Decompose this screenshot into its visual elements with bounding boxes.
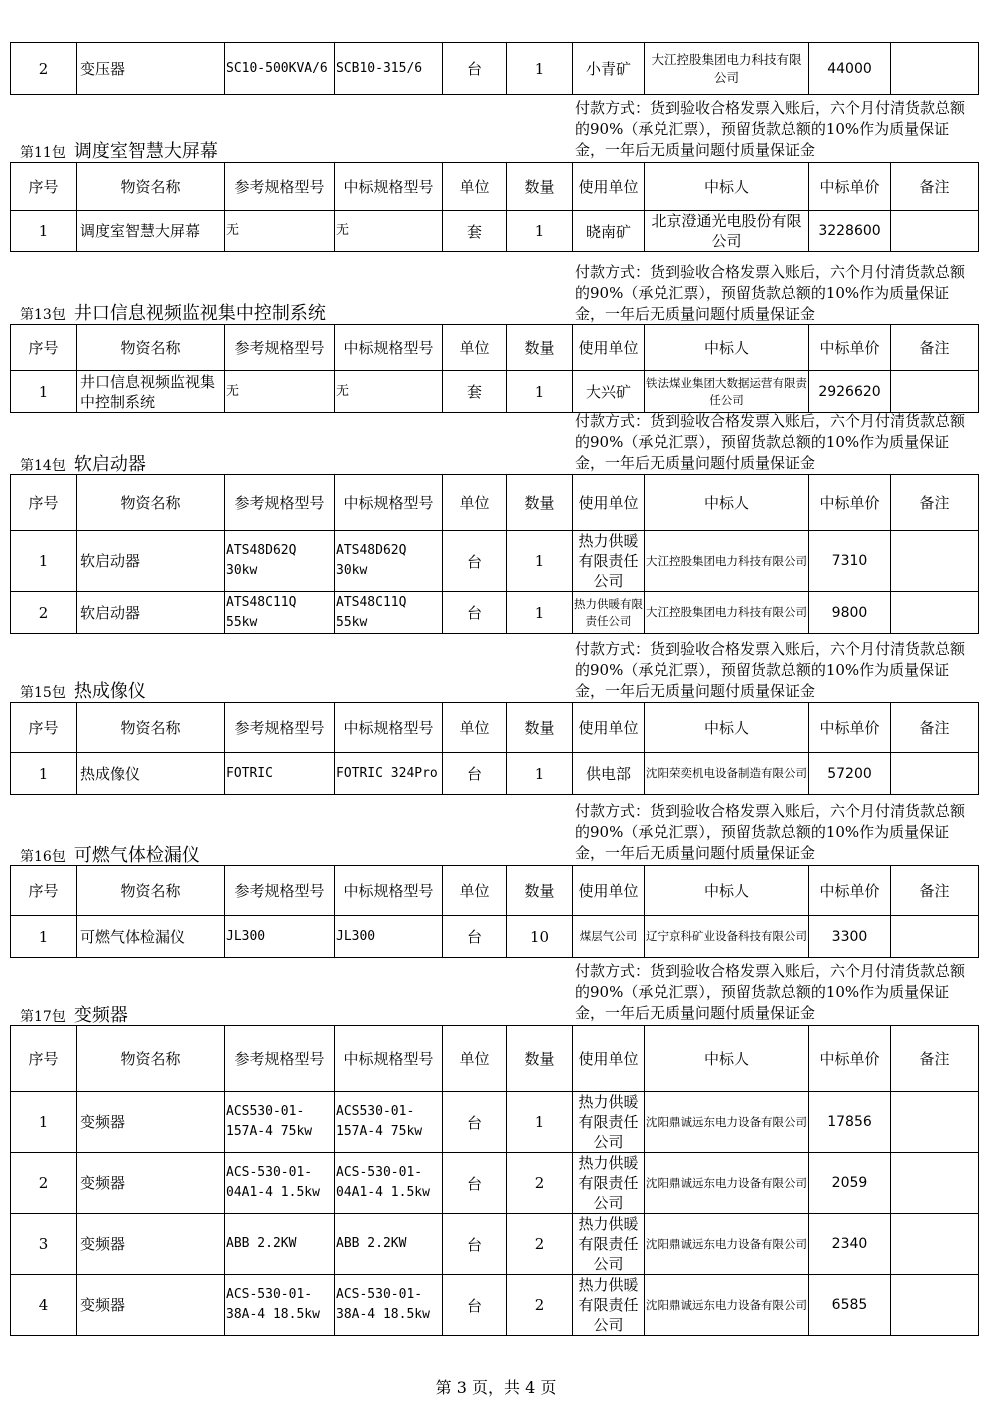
cell-ref: ACS-530-01-04A1-4 1.5kw bbox=[225, 1153, 335, 1214]
cell-user: 小青矿 bbox=[573, 43, 645, 95]
cell-note bbox=[891, 531, 979, 592]
column-header: 中标规格型号 bbox=[335, 866, 443, 916]
column-header: 参考规格型号 bbox=[225, 866, 335, 916]
column-header: 数量 bbox=[507, 163, 573, 211]
cell-note bbox=[891, 1153, 979, 1214]
package-title bbox=[20, 450, 146, 476]
column-header: 单位 bbox=[443, 703, 507, 753]
package-name: 变频器 bbox=[73, 1005, 128, 1026]
column-header: 单位 bbox=[443, 866, 507, 916]
cell-ref: 无 bbox=[225, 211, 335, 252]
payment-terms: 付款方式：货到验收合格发票入账后，六个月付清货款总额的90%（承兑汇票），预留货款总额的10%作为质量保证金，一年后无质量问题付质量保证金 bbox=[575, 962, 966, 1022]
column-header: 数量 bbox=[507, 325, 573, 371]
table-row bbox=[11, 1092, 979, 1153]
column-header: 参考规格型号 bbox=[225, 475, 335, 531]
column-header: 物资名称 bbox=[77, 703, 225, 753]
table-header-row bbox=[11, 163, 979, 211]
package-title bbox=[20, 137, 218, 163]
cell-user: 供电部 bbox=[573, 753, 645, 795]
cell-bid: ACS-530-01-38A-4 18.5kw bbox=[335, 1275, 443, 1336]
cell-no: 2 bbox=[11, 592, 77, 634]
column-header: 备注 bbox=[891, 475, 979, 531]
table-row bbox=[11, 43, 979, 95]
column-header: 数量 bbox=[507, 475, 573, 531]
cell-winner: 大江控股集团电力科技有限公司 bbox=[645, 531, 809, 592]
column-header: 单位 bbox=[443, 325, 507, 371]
cell-user: 热力供暖有限责任公司 bbox=[573, 1153, 645, 1214]
package-title bbox=[20, 299, 326, 325]
cell-unit: 台 bbox=[443, 1214, 507, 1275]
cell-user: 热力供暖有限责任公司 bbox=[573, 1275, 645, 1336]
cell-no: 4 bbox=[11, 1275, 77, 1336]
column-header: 使用单位 bbox=[573, 866, 645, 916]
cell-user: 大兴矿 bbox=[573, 371, 645, 413]
cell-qty: 10 bbox=[507, 916, 573, 958]
cell-name: 变压器 bbox=[77, 43, 225, 95]
cell-ref: ATS48D62Q 30kw bbox=[225, 531, 335, 592]
package-name: 软启动器 bbox=[73, 454, 146, 475]
cell-note bbox=[891, 211, 979, 252]
cell-note bbox=[891, 1214, 979, 1275]
cell-name: 变频器 bbox=[77, 1214, 225, 1275]
column-header: 物资名称 bbox=[77, 163, 225, 211]
cell-price: 9800 bbox=[809, 592, 891, 634]
column-header: 使用单位 bbox=[573, 475, 645, 531]
cell-qty: 1 bbox=[507, 43, 573, 95]
cell-no: 3 bbox=[11, 1214, 77, 1275]
column-header: 使用单位 bbox=[573, 703, 645, 753]
cell-winner: 沈阳鼎诚远东电力设备有限公司 bbox=[645, 1275, 809, 1336]
cell-note bbox=[891, 916, 979, 958]
package-table bbox=[10, 324, 979, 413]
cell-winner: 大江控股集团电力科技有限公司 bbox=[645, 592, 809, 634]
package-table bbox=[10, 162, 979, 252]
cell-bid: ATS48D62Q 30kw bbox=[335, 531, 443, 592]
column-header: 中标人 bbox=[645, 1026, 809, 1092]
column-header: 序号 bbox=[11, 163, 77, 211]
cell-ref: FOTRIC bbox=[225, 753, 335, 795]
cell-no: 2 bbox=[11, 43, 77, 95]
package-number: 第17包 bbox=[20, 1009, 66, 1025]
package-table bbox=[10, 1025, 979, 1336]
cell-price: 6585 bbox=[809, 1275, 891, 1336]
cell-name: 变频器 bbox=[77, 1092, 225, 1153]
cell-user: 晓南矿 bbox=[573, 211, 645, 252]
package-name: 可燃气体检漏仪 bbox=[73, 845, 200, 866]
column-header: 中标规格型号 bbox=[335, 163, 443, 211]
payment-terms: 付款方式：货到验收合格发票入账后，六个月付清货款总额的90%（承兑汇票），预留货款总额的10%作为质量保证金，一年后无质量问题付质量保证金 bbox=[575, 802, 966, 862]
package-name: 井口信息视频监视集中控制系统 bbox=[73, 303, 326, 324]
table-header-row bbox=[11, 703, 979, 753]
cell-user: 热力供暖有限责任公司 bbox=[573, 1214, 645, 1275]
column-header: 备注 bbox=[891, 866, 979, 916]
cell-ref: 无 bbox=[225, 371, 335, 413]
cell-bid: ATS48C11Q 55kw bbox=[335, 592, 443, 634]
column-header: 参考规格型号 bbox=[225, 703, 335, 753]
cell-name: 热成像仪 bbox=[77, 753, 225, 795]
cell-no: 1 bbox=[11, 371, 77, 413]
table-header-row bbox=[11, 866, 979, 916]
column-header: 中标规格型号 bbox=[335, 703, 443, 753]
payment-terms: 付款方式：货到验收合格发票入账后，六个月付清货款总额的90%（承兑汇票），预留货款总额的10%作为质量保证金，一年后无质量问题付质量保证金 bbox=[575, 640, 966, 700]
cell-name: 可燃气体检漏仪 bbox=[77, 916, 225, 958]
table-row bbox=[11, 592, 979, 634]
cell-note bbox=[891, 371, 979, 413]
package-number: 第13包 bbox=[20, 307, 66, 323]
column-header: 备注 bbox=[891, 703, 979, 753]
cell-ref: ATS48C11Q 55kw bbox=[225, 592, 335, 634]
payment-terms: 付款方式：货到验收合格发票入账后，六个月付清货款总额的90%（承兑汇票），预留货款总额的10%作为质量保证金，一年后无质量问题付质量保证金 bbox=[575, 412, 966, 472]
cell-user: 热力供暖有限责任公司 bbox=[573, 1092, 645, 1153]
package-number: 第11包 bbox=[20, 145, 66, 161]
cell-winner: 辽宁京科矿业设备科技有限公司 bbox=[645, 916, 809, 958]
table-row bbox=[11, 1214, 979, 1275]
cell-price: 2926620 bbox=[809, 371, 891, 413]
table-header-row bbox=[11, 475, 979, 531]
column-header: 数量 bbox=[507, 703, 573, 753]
package-title bbox=[20, 841, 200, 867]
cell-price: 17856 bbox=[809, 1092, 891, 1153]
table-row bbox=[11, 753, 979, 795]
cell-name: 井口信息视频监视集中控制系统 bbox=[77, 371, 225, 413]
column-header: 备注 bbox=[891, 1026, 979, 1092]
cell-qty: 2 bbox=[507, 1275, 573, 1336]
cell-qty: 1 bbox=[507, 371, 573, 413]
cell-name: 调度室智慧大屏幕 bbox=[77, 211, 225, 252]
cell-unit: 台 bbox=[443, 916, 507, 958]
column-header: 参考规格型号 bbox=[225, 1026, 335, 1092]
column-header: 备注 bbox=[891, 325, 979, 371]
package-title bbox=[20, 677, 146, 703]
column-header: 中标单价 bbox=[809, 475, 891, 531]
payment-terms: 付款方式：货到验收合格发票入账后，六个月付清货款总额的90%（承兑汇票），预留货款总额的10%作为质量保证金，一年后无质量问题付质量保证金 bbox=[575, 99, 966, 159]
column-header: 物资名称 bbox=[77, 325, 225, 371]
cell-name: 软启动器 bbox=[77, 531, 225, 592]
cell-qty: 2 bbox=[507, 1153, 573, 1214]
cell-winner: 沈阳鼎诚远东电力设备有限公司 bbox=[645, 1214, 809, 1275]
cell-price: 7310 bbox=[809, 531, 891, 592]
column-header: 单位 bbox=[443, 1026, 507, 1092]
column-header: 中标规格型号 bbox=[335, 1026, 443, 1092]
column-header: 中标人 bbox=[645, 866, 809, 916]
cell-winner: 北京澄通光电股份有限公司 bbox=[645, 211, 809, 252]
table-row bbox=[11, 531, 979, 592]
package-name: 热成像仪 bbox=[73, 681, 146, 702]
cell-ref: SC10-500KVA/6 bbox=[225, 43, 335, 95]
cell-winner: 铁法煤业集团大数据运营有限责任公司 bbox=[645, 371, 809, 413]
package-name: 调度室智慧大屏幕 bbox=[73, 141, 218, 162]
cell-unit: 套 bbox=[443, 371, 507, 413]
column-header: 物资名称 bbox=[77, 1026, 225, 1092]
cell-user: 热力供暖有限责任公司 bbox=[573, 531, 645, 592]
column-header: 序号 bbox=[11, 1026, 77, 1092]
column-header: 中标人 bbox=[645, 703, 809, 753]
cell-unit: 台 bbox=[443, 531, 507, 592]
table-prev-package bbox=[10, 42, 979, 95]
cell-bid: 无 bbox=[335, 211, 443, 252]
cell-user: 热力供暖有限责任公司 bbox=[573, 592, 645, 634]
cell-unit: 台 bbox=[443, 1092, 507, 1153]
cell-name: 软启动器 bbox=[77, 592, 225, 634]
package-table bbox=[10, 865, 979, 958]
cell-qty: 1 bbox=[507, 1092, 573, 1153]
column-header: 中标单价 bbox=[809, 325, 891, 371]
cell-unit: 台 bbox=[443, 753, 507, 795]
column-header: 中标人 bbox=[645, 475, 809, 531]
cell-price: 3300 bbox=[809, 916, 891, 958]
cell-price: 2340 bbox=[809, 1214, 891, 1275]
table-row bbox=[11, 211, 979, 252]
cell-no: 1 bbox=[11, 753, 77, 795]
cell-bid: JL300 bbox=[335, 916, 443, 958]
cell-qty: 1 bbox=[507, 211, 573, 252]
cell-bid: ACS530-01-157A-4 75kw bbox=[335, 1092, 443, 1153]
column-header: 序号 bbox=[11, 475, 77, 531]
cell-bid: SCB10-315/6 bbox=[335, 43, 443, 95]
cell-no: 1 bbox=[11, 916, 77, 958]
column-header: 中标规格型号 bbox=[335, 325, 443, 371]
cell-note bbox=[891, 1275, 979, 1336]
column-header: 数量 bbox=[507, 1026, 573, 1092]
column-header: 单位 bbox=[443, 475, 507, 531]
package-number: 第15包 bbox=[20, 685, 66, 701]
cell-bid: 无 bbox=[335, 371, 443, 413]
cell-bid: ACS-530-01-04A1-4 1.5kw bbox=[335, 1153, 443, 1214]
package-number: 第14包 bbox=[20, 458, 66, 474]
cell-price: 44000 bbox=[809, 43, 891, 95]
cell-ref: ACS530-01-157A-4 75kw bbox=[225, 1092, 335, 1153]
column-header: 中标人 bbox=[645, 163, 809, 211]
cell-winner: 沈阳鼎诚远东电力设备有限公司 bbox=[645, 1092, 809, 1153]
cell-qty: 1 bbox=[507, 753, 573, 795]
package-table bbox=[10, 702, 979, 795]
cell-user: 煤层气公司 bbox=[573, 916, 645, 958]
cell-winner: 沈阳鼎诚远东电力设备有限公司 bbox=[645, 1153, 809, 1214]
column-header: 使用单位 bbox=[573, 1026, 645, 1092]
table-row bbox=[11, 916, 979, 958]
cell-price: 2059 bbox=[809, 1153, 891, 1214]
column-header: 物资名称 bbox=[77, 475, 225, 531]
column-header: 参考规格型号 bbox=[225, 325, 335, 371]
cell-unit: 台 bbox=[443, 1275, 507, 1336]
column-header: 物资名称 bbox=[77, 866, 225, 916]
column-header: 中标单价 bbox=[809, 866, 891, 916]
cell-no: 2 bbox=[11, 1153, 77, 1214]
table-header-row bbox=[11, 1026, 979, 1092]
cell-note bbox=[891, 592, 979, 634]
package-number: 第16包 bbox=[20, 849, 66, 865]
package-table bbox=[10, 474, 979, 634]
column-header: 序号 bbox=[11, 866, 77, 916]
package-title bbox=[20, 1001, 128, 1027]
cell-note bbox=[891, 1092, 979, 1153]
column-header: 参考规格型号 bbox=[225, 163, 335, 211]
cell-price: 3228600 bbox=[809, 211, 891, 252]
cell-unit: 台 bbox=[443, 1153, 507, 1214]
column-header: 中标人 bbox=[645, 325, 809, 371]
table-row bbox=[11, 1153, 979, 1214]
cell-ref: JL300 bbox=[225, 916, 335, 958]
table-header-row bbox=[11, 325, 979, 371]
cell-no: 1 bbox=[11, 531, 77, 592]
cell-name: 变频器 bbox=[77, 1153, 225, 1214]
cell-no: 1 bbox=[11, 211, 77, 252]
cell-winner: 沈阳荣奕机电设备制造有限公司 bbox=[645, 753, 809, 795]
cell-unit: 台 bbox=[443, 592, 507, 634]
column-header: 数量 bbox=[507, 866, 573, 916]
cell-unit: 台 bbox=[443, 43, 507, 95]
column-header: 序号 bbox=[11, 325, 77, 371]
cell-ref: ACS-530-01-38A-4 18.5kw bbox=[225, 1275, 335, 1336]
table-row bbox=[11, 371, 979, 413]
cell-bid: ABB 2.2KW bbox=[335, 1214, 443, 1275]
cell-bid: FOTRIC 324Pro bbox=[335, 753, 443, 795]
column-header: 单位 bbox=[443, 163, 507, 211]
column-header: 序号 bbox=[11, 703, 77, 753]
cell-price: 57200 bbox=[809, 753, 891, 795]
cell-name: 变频器 bbox=[77, 1275, 225, 1336]
cell-note bbox=[891, 43, 979, 95]
cell-qty: 2 bbox=[507, 1214, 573, 1275]
payment-terms: 付款方式：货到验收合格发票入账后，六个月付清货款总额的90%（承兑汇票），预留货款总额的10%作为质量保证金，一年后无质量问题付质量保证金 bbox=[575, 263, 966, 323]
column-header: 备注 bbox=[891, 163, 979, 211]
page-footer: 第 3 页，共 4 页 bbox=[435, 1378, 557, 1397]
cell-ref: ABB 2.2KW bbox=[225, 1214, 335, 1275]
table-row bbox=[11, 1275, 979, 1336]
column-header: 使用单位 bbox=[573, 163, 645, 211]
cell-qty: 1 bbox=[507, 531, 573, 592]
cell-qty: 1 bbox=[507, 592, 573, 634]
cell-unit: 套 bbox=[443, 211, 507, 252]
cell-note bbox=[891, 753, 979, 795]
column-header: 中标单价 bbox=[809, 1026, 891, 1092]
cell-winner: 大江控股集团电力科技有限公司 bbox=[645, 43, 809, 95]
column-header: 中标单价 bbox=[809, 163, 891, 211]
column-header: 使用单位 bbox=[573, 325, 645, 371]
cell-no: 1 bbox=[11, 1092, 77, 1153]
column-header: 中标规格型号 bbox=[335, 475, 443, 531]
column-header: 中标单价 bbox=[809, 703, 891, 753]
